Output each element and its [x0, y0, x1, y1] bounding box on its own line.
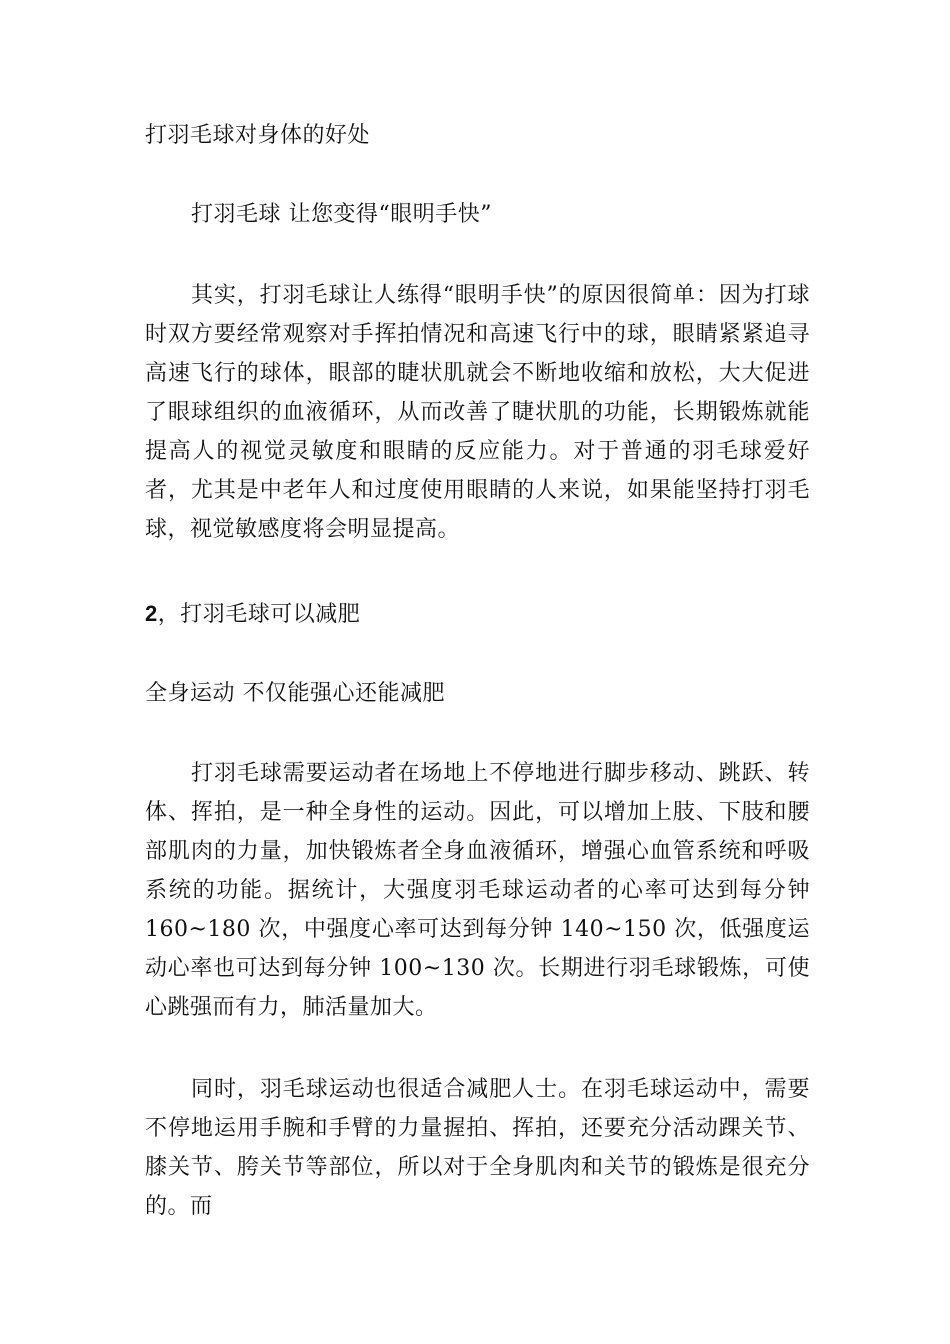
- document-title: 打羽毛球对身体的好处: [145, 123, 371, 148]
- section2-paragraph1: 打羽毛球需要运动者在场地上不停地进行脚步移动、跳跃、转体、挥拍，是一种全身性的运动。因此，可以增加上肢、下肢和腰部肌肉的力量，加快锻炼者全身血液循环，增强心血管系统和呼吸系统的功能。据统计，大强度羽毛球运动者的心率可达到每分钟 160~180 次，中强度心率可达到每分钟 140~150 次，低强度运动心率也可达到每分钟 100~130 次。长期进行羽毛球锻炼，可使心跳强而有力，肺活量加大。: [145, 761, 810, 1020]
- section1-heading: 打羽毛球 让您变得“眼明手快”: [191, 202, 492, 227]
- section2-heading: 全身运动 不仅能强心还能减肥: [145, 681, 445, 706]
- section2-title: [145, 594, 810, 634]
- section2-title-text: ，打羽毛球可以减肥: [157, 602, 361, 627]
- section2-paragraph2: 同时，羽毛球运动也很适合减肥人士。在羽毛球运动中，需要不停地运用手腕和手臂的力量握拍、挥拍，还要充分活动踝关节、膝关节、胯关节等部位，所以对于全身肌肉和关节的锻炼是很充分的。而: [145, 1077, 810, 1219]
- section2-number: 2: [145, 601, 158, 626]
- section1-paragraph: 其实，打羽毛球让人练得“眼明手快”的原因很简单：因为打球时双方要经常观察对手挥拍情况和高速飞行中的球，眼睛紧紧追寻高速飞行的球体，眼部的睫状肌就会不断地收缩和放松，大大促进了眼球组织的血液循环，从而改善了睫状肌的功能，长期锻炼就能提高人的视觉灵敏度和眼睛的反应能力。对于普通的羽毛球爱好者，尤其是中老年人和过度使用眼睛的人来说，如果能坚持打羽毛球，视觉敏感度将会明显提高。: [145, 283, 810, 542]
